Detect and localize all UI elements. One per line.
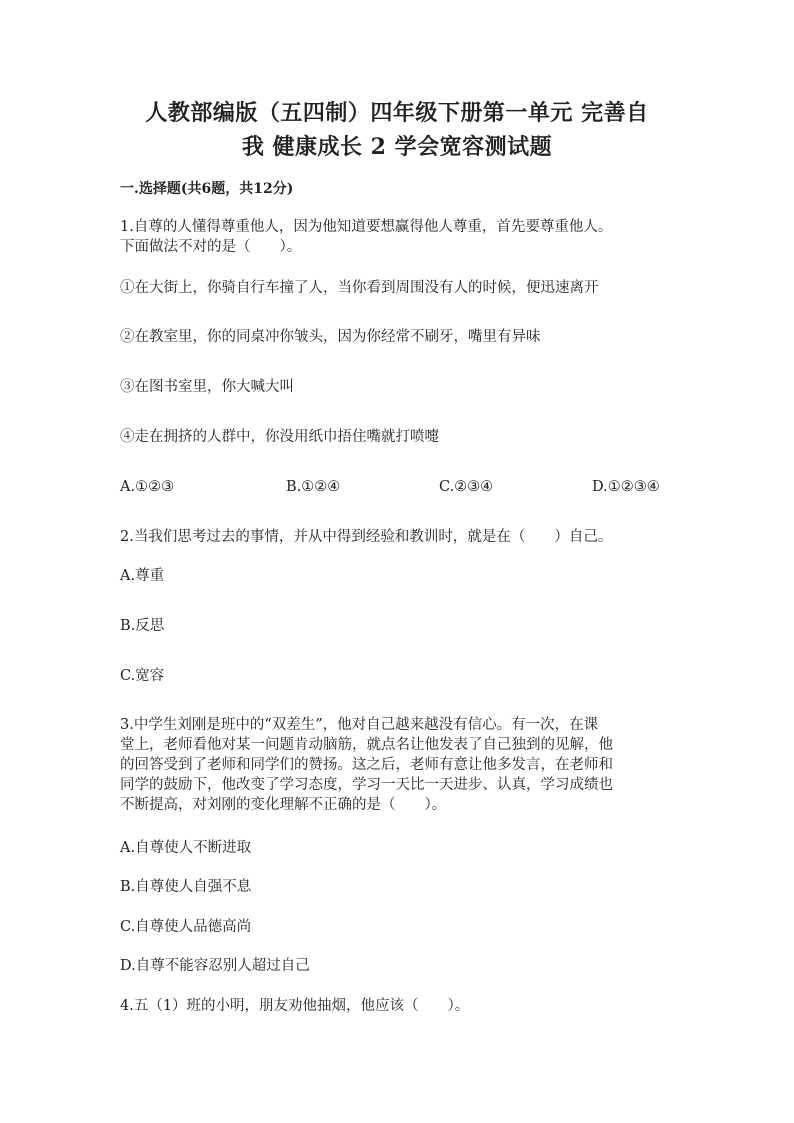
question-3-option-d: D.自尊不能容忍别人超过自己 [120,958,310,974]
title-line-1: 人教部编版（五四制）四年级下册第一单元 完善自 [145,100,649,126]
question-2-option-a: A.尊重 [120,568,165,584]
question-1-stem [120,217,680,257]
question-3-stem [120,715,680,815]
question-1-option-d: D.①②③④ [592,479,660,495]
title-line-2: 我 健康成长 2 学会宽容测试题 [241,134,553,160]
question-2-option-c: C.宽容 [120,668,165,684]
question-1-statement-3: ③在图书室里，你大喊大叫 [120,379,294,395]
page-title [100,96,694,164]
question-1-option-c: C.②③④ [439,479,494,495]
question-1-option-a: A.①②③ [120,479,175,495]
question-2-option-b: B.反思 [120,618,165,634]
question-1-line-2: 下面做法不对的是（ ）。 [120,239,302,255]
question-3-line-1: 3.中学生刘刚是班中的“双差生”，他对自己越来越没有信心。有一次，在课 [120,717,599,733]
question-3-line-5: 不断提高，对刘刚的变化理解不正确的是（ ）。 [120,797,447,813]
question-2-stem: 2.当我们思考过去的事情，并从中得到经验和教训时，就是在（ ）自己。 [120,529,613,545]
question-1-line-1: 1.自尊的人懂得尊重他人，因为他知道要想赢得他人尊重，首先要尊重他人。 [120,219,613,235]
question-1-option-b: B.①②④ [286,479,341,495]
question-1-statement-4: ④走在拥挤的人群中，你没用纸巾捂住嘴就打喷嚏 [120,429,439,445]
question-3-option-a: A.自尊使人不断进取 [120,840,252,856]
question-1-statement-2: ②在教室里，你的同桌冲你皱头，因为你经常不刷牙，嘴里有异味 [120,329,541,345]
section-heading: 一.选择题(共6题，共12分) [120,181,294,197]
question-1-statement-1: ①在大街上，你骑自行车撞了人，当你看到周围没有人的时候，便迅速离开 [120,280,599,296]
question-3-line-3: 的回答受到了老师和同学们的赞扬。这之后，老师有意让他多发言，在老师和 [120,757,613,773]
question-3-option-b: B.自尊使人自强不息 [120,879,252,895]
question-3-line-2: 堂上，老师看他对某一问题肯动脑筋，就点名让他发表了自己独到的见解，他 [120,737,613,753]
question-3-line-4: 同学的鼓励下，他改变了学习态度，学习一天比一天进步、认真，学习成绩也 [120,777,613,793]
question-4-stem: 4.五（1）班的小明，朋友劝他抽烟，他应该（ ）。 [120,998,470,1014]
question-3-option-c: C.自尊使人品德高尚 [120,919,252,935]
